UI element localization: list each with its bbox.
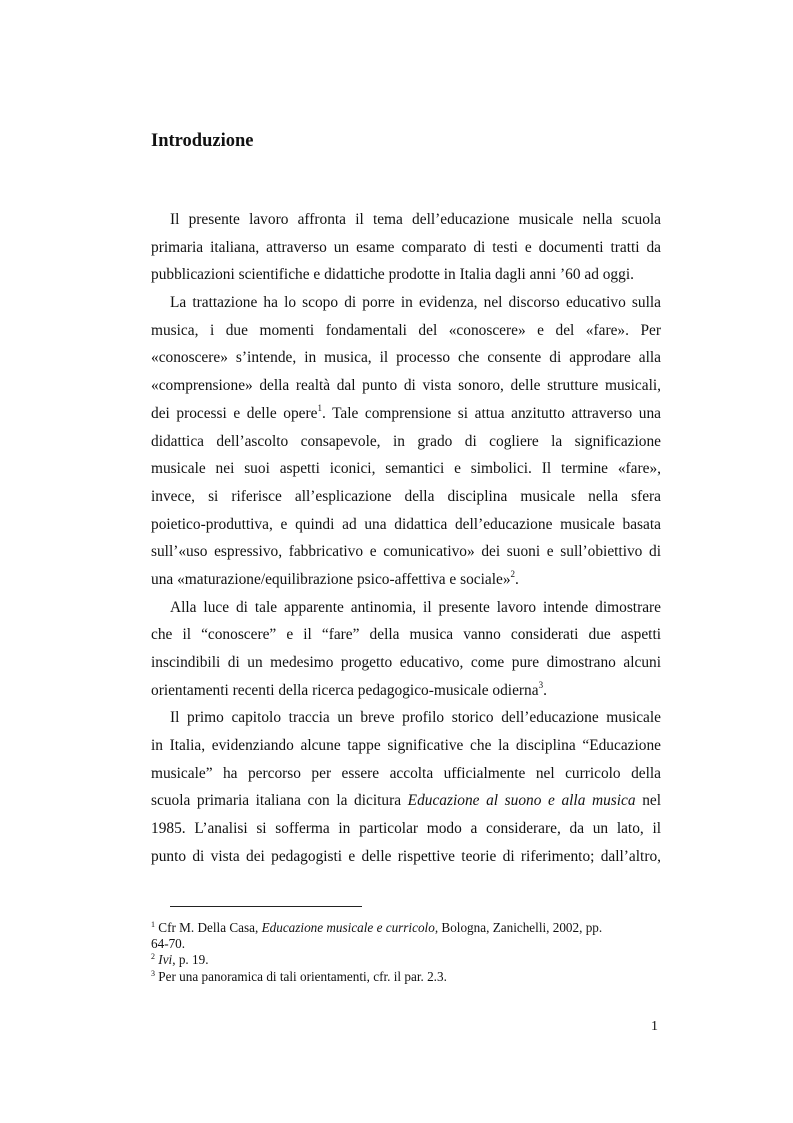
text-line: «comprensione» della realtà dal punto di vista sonoro, delle strutture musicali, [151,377,661,395]
text-line: inscindibili di un medesimo progetto educativo, come pure dimostrano alcuni [151,654,661,671]
text-line: scuola primaria italiana con la dicitura Educazione al suono e alla musica nel [151,792,661,810]
text-line: in Italia, evidenziando alcune tappe significative che la disciplina “Educazione [151,737,661,755]
text-line: musicale nei suoi aspetti iconici, semantici e simbolici. Il termine «fare», [151,460,661,478]
text-line: 1985. L’analisi si sofferma in particolar modo a considerare, da un lato, il [151,820,661,838]
text-line: punto di vista dei pedagogisti e delle rispettive teorie di riferimento; dall’altro, [151,847,661,865]
text-line: didattica dell’ascolto consapevole, in grado di cogliere la significazione [151,432,661,450]
text-line: musica, i due momenti fondamentali del «conoscere» e del «fare». Per [151,321,661,339]
footnote-continuation: 64-70. [151,936,186,952]
footnote: $^1$ Cfr M. Della Casa, Educazione musicale e curricolo, Bologna, Zanichelli, 2002, pp. [151,920,603,935]
body-text [151,206,661,871]
footnote: $^3$ Per una panoramica di tali orientamenti, cfr. il par. 2.3. [151,968,447,984]
text-line: Alla luce di tale apparente antinomia, il presente lavoro intende dimostrare [170,598,661,616]
text-line: che il “conoscere” e il “fare” della musica vanno considerati due aspetti [151,626,661,644]
text-line: Il primo capitolo traccia un breve profilo storico dell’educazione musicale [170,709,661,727]
text-line: dei processi e delle opere$^1$. Tale comprensione si attua anzitutto attraverso una [151,402,662,422]
text-line: invece, si riferisce all’esplicazione della disciplina musicale nella sfera [151,487,661,505]
footnotes [151,920,661,985]
footnote-separator [170,906,362,907]
footnote-ref: 3 [538,679,544,690]
text-line: musicale” ha percorso per essere accolta ufficialmente nel curricolo della [151,764,661,782]
page-title: Introduzione [151,131,254,151]
text-line: orientamenti recenti della ricerca pedagogico-musicale odierna$^3$. [151,679,547,699]
text-line: pubblicazioni scientifiche e didattiche prodotte in Italia dagli anni ’60 ad oggi. [151,266,634,284]
text-line: sull’«uso espressivo, fabbricativo e comunicativo» dei suoni e sull’obiettivo di [151,543,661,561]
text-line: «conoscere» s’intende, in musica, il processo che consente di approdare alla [151,349,661,367]
text-line: La trattazione ha lo scopo di porre in evidenza, nel discorso educativo sulla [170,294,661,312]
text-line: una «maturazione/equilibrazione psico-affettiva e sociale»$^2$. [151,568,519,588]
page-number: 1 [651,1019,658,1034]
text-line: primaria italiana, attraverso un esame comparato di testi e documenti tratti da [151,238,661,256]
footnote: $^2$ Ivi, p. 19. [151,952,209,968]
footnote-ref: 1 [317,402,322,413]
text-line: Il presente lavoro affronta il tema dell’educazione musicale nella scuola [170,211,661,228]
text-line: poietico-produttiva, e quindi ad una didattica dell’educazione musicale basata [151,515,661,533]
footnote-ref: 2 [510,568,516,579]
